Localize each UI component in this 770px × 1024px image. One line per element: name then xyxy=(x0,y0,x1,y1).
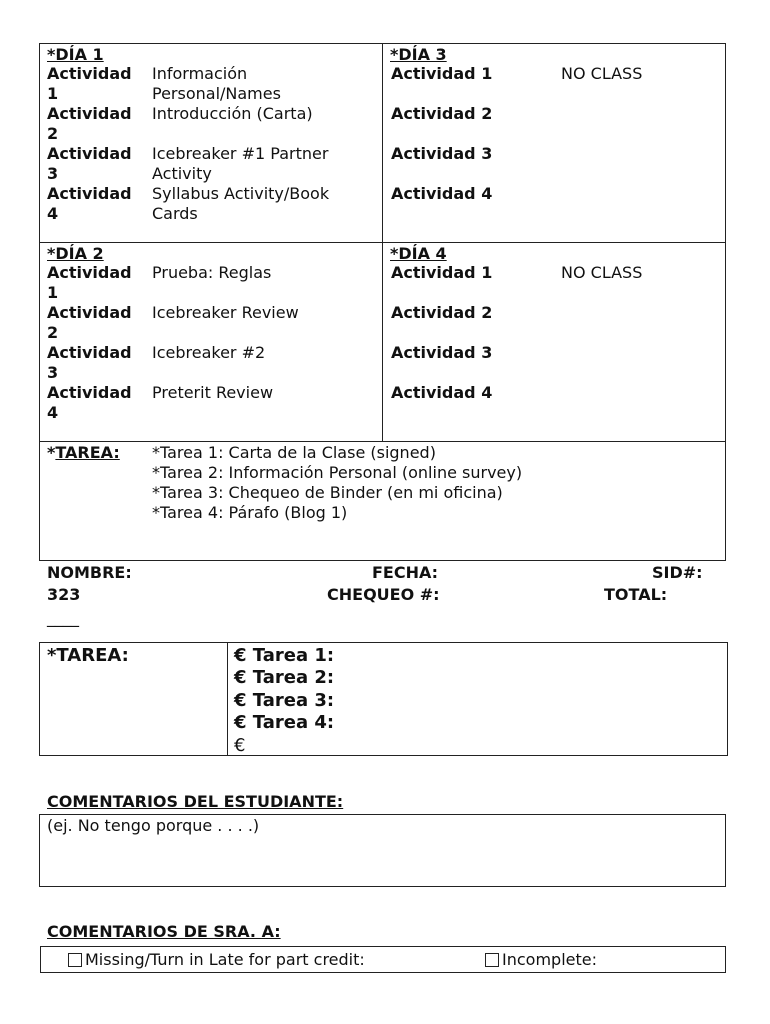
activity-label: Actividad 1 xyxy=(47,64,132,103)
tarea-check-list xyxy=(234,645,334,757)
day1-title: *DÍA 1 xyxy=(47,45,104,64)
activity-value: Introducción (Carta) xyxy=(152,104,313,123)
course-number: 323 xyxy=(47,585,81,604)
tarea-item: *Tarea 1: Carta de la Clase (signed) xyxy=(152,443,436,462)
activity-value: Syllabus Activity/Book Cards xyxy=(152,184,330,223)
day3-title: *DÍA 3 xyxy=(390,45,447,64)
day3-cell xyxy=(383,44,725,242)
activity-label: Actividad 4 xyxy=(47,383,132,422)
tarea-list xyxy=(152,443,522,523)
tarea-check-item-4: € Tarea 4: xyxy=(234,712,335,734)
activity-label: Actividad 2 xyxy=(47,104,132,143)
activity-label: Actividad 3 xyxy=(47,343,132,382)
activity-value: Prueba: Reglas xyxy=(152,263,272,282)
tarea-check-item-2: € Tarea 2: xyxy=(234,667,335,689)
teacher-comments-title: COMENTARIOS DE SRA. A: xyxy=(47,922,281,941)
activity-label: Actividad 2 xyxy=(391,104,493,123)
missing-checkbox[interactable] xyxy=(68,953,82,967)
missing-option[interactable] xyxy=(68,950,365,970)
tarea-item: *Tarea 2: Información Personal (online survey) xyxy=(152,463,523,482)
incomplete-label: Incomplete: xyxy=(502,950,597,969)
tarea-check-item-1: € Tarea 1: xyxy=(234,645,335,666)
activity-label: Actividad 4 xyxy=(391,383,493,402)
student-comments-title: COMENTARIOS DEL ESTUDIANTE: xyxy=(47,792,344,811)
activity-value: Información Personal/Names xyxy=(152,64,281,103)
blank-line: ____ xyxy=(47,608,79,627)
tarea-check-label: *TAREA: xyxy=(47,645,129,666)
activity-value: Icebreaker #1 Partner Activity xyxy=(152,144,329,183)
activity-value: Icebreaker Review xyxy=(152,303,299,322)
tarea-item: *Tarea 4: Párafo (Blog 1) xyxy=(152,503,348,522)
missing-label: Missing/Turn in Late for part credit: xyxy=(85,950,365,969)
tarea-label xyxy=(47,443,120,463)
activity-label: Actividad 4 xyxy=(47,184,132,223)
day2-cell xyxy=(40,243,382,441)
activity-label: Actividad 3 xyxy=(391,144,493,163)
tarea-item: *Tarea 3: Chequeo de Binder (en mi oficina) xyxy=(152,483,503,502)
activity-value: NO CLASS xyxy=(561,64,643,83)
tarea-label-text: TAREA: xyxy=(55,443,120,462)
activity-label: Actividad 4 xyxy=(391,184,493,203)
incomplete-checkbox[interactable] xyxy=(485,953,499,967)
fecha-label: FECHA: xyxy=(372,563,439,582)
sid-label: SID#: xyxy=(652,563,703,582)
activity-value: Icebreaker #2 xyxy=(152,343,266,362)
activity-label: Actividad 3 xyxy=(47,144,132,183)
day4-title: *DÍA 4 xyxy=(390,244,447,263)
activity-label: Actividad 1 xyxy=(391,263,493,282)
activity-label: Actividad 2 xyxy=(391,303,493,322)
chequeo-label: CHEQUEO #: xyxy=(327,585,440,604)
activity-value: Preterit Review xyxy=(152,383,274,402)
nombre-label: NOMBRE: xyxy=(47,563,132,582)
tarea-cell xyxy=(40,442,725,560)
incomplete-option[interactable] xyxy=(485,950,597,970)
student-comments-placeholder: (ej. No tengo porque . . . .) xyxy=(47,816,260,835)
day4-cell xyxy=(383,243,725,441)
tarea-check-item-5: € xyxy=(234,734,246,756)
student-comments-box[interactable] xyxy=(39,814,726,887)
teacher-comments-box xyxy=(40,946,726,973)
activity-label: Actividad 3 xyxy=(391,343,493,362)
activity-value: NO CLASS xyxy=(561,263,643,282)
activity-label: Actividad 2 xyxy=(47,303,132,342)
schedule-table xyxy=(39,43,726,561)
tarea-check-table xyxy=(39,642,728,756)
total-label: TOTAL: xyxy=(604,585,668,604)
day2-title: *DÍA 2 xyxy=(47,244,104,263)
activity-label: Actividad 1 xyxy=(391,64,493,83)
day1-cell xyxy=(40,44,382,242)
activity-label: Actividad 1 xyxy=(47,263,132,302)
tarea-check-divider xyxy=(227,643,228,755)
tarea-check-item-3: € Tarea 3: xyxy=(234,689,335,711)
tarea-prefix: * xyxy=(47,443,56,462)
